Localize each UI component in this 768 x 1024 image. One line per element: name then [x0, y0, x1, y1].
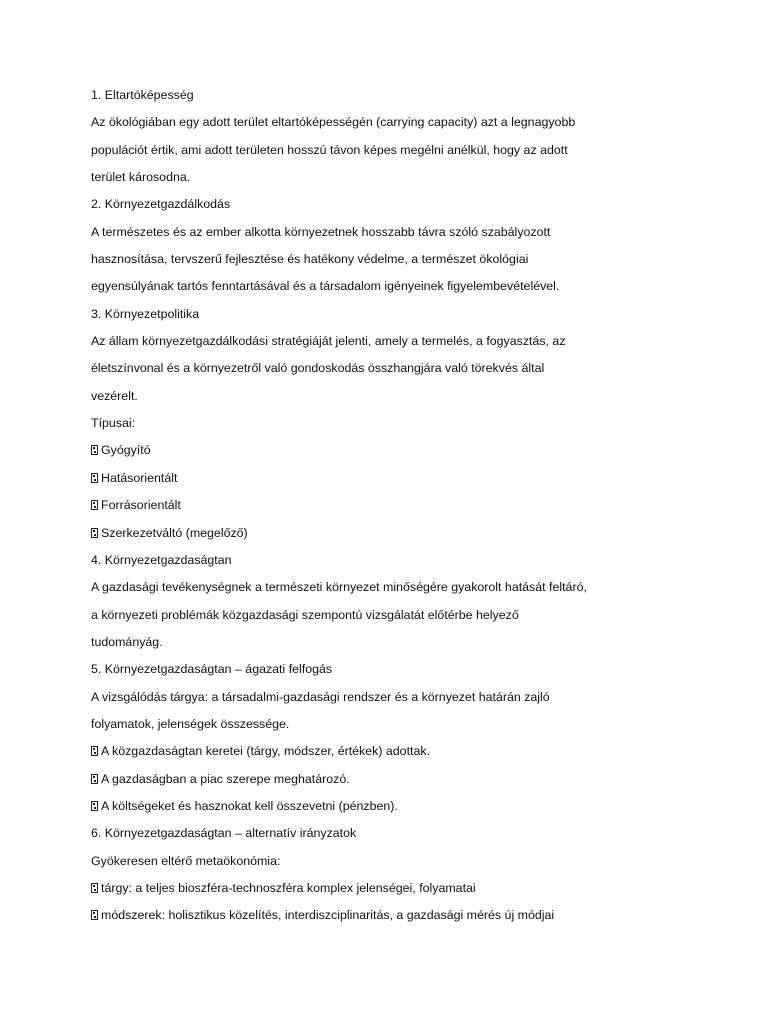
paragraph-text: A gazdasági tevékenységnek a természeti környezet minőségére gyakorolt hatását feltáró,: [91, 580, 587, 595]
heading-text: 5. Környezetgazdaságtan – ágazati felfogás: [91, 662, 333, 677]
heading-2: [91, 191, 691, 218]
list-item: [91, 902, 691, 929]
paragraph-line: [91, 246, 691, 273]
list-item-text: A költségeket és hasznokat kell összevetni (pénzben).: [101, 798, 398, 813]
heading-6: [91, 820, 691, 847]
paragraph-line: [91, 383, 691, 410]
heading-text: 1. Eltartóképesség: [91, 88, 194, 102]
missing-glyph-bullet-icon: [91, 528, 98, 538]
paragraph-text: A természetes és az ember alkotta környezetnek hosszabb távra szóló szabályozott: [91, 224, 551, 239]
missing-glyph-bullet-icon: [91, 473, 98, 483]
paragraph-text: a környezeti problémák közgazdasági szempontú vizsgálatát előtérbe helyező: [91, 607, 519, 622]
paragraph-text: vezérelt.: [91, 388, 138, 403]
paragraph-line: [91, 684, 691, 711]
missing-glyph-bullet-icon: [91, 883, 98, 893]
list-item-text: tárgy: a teljes bioszféra-technoszféra komplex jelenségei, folyamatai: [101, 880, 476, 895]
list-item: [91, 875, 691, 902]
heading-4: [91, 547, 691, 574]
missing-glyph-bullet-icon: [91, 801, 98, 811]
paragraph-line: [91, 711, 691, 738]
paragraph-text: folyamatok, jelenségek összessége.: [91, 716, 290, 731]
paragraph-text: Az ökológiában egy adott terület eltartóképességén (carrying capacity) azt a legnagyobb: [91, 115, 576, 130]
paragraph-line: [91, 574, 691, 601]
missing-glyph-bullet-icon: [91, 500, 98, 510]
list-item: [91, 738, 691, 765]
paragraph-text: Gyökeresen eltérő metaökonómia:: [91, 853, 281, 868]
list-item: [91, 766, 691, 793]
list-item-text: A közgazdaságtan keretei (tárgy, módszer, értékek) adottak.: [101, 744, 430, 759]
paragraph-line: [91, 328, 691, 355]
list-item: [91, 465, 691, 492]
paragraph-text: Az állam környezetgazdálkodási stratégiáját jelenti, amely a termelés, a fogyasztás, az: [91, 334, 566, 349]
paragraph-line: [91, 273, 691, 300]
heading-1: [91, 82, 691, 109]
heading-text: 2. Környezetgazdálkodás: [91, 197, 231, 212]
missing-glyph-bullet-icon: [91, 910, 98, 920]
heading-text: 6. Környezetgazdaságtan – alternatív irányzatok: [91, 826, 357, 841]
paragraph-text: hasznosítása, tervszerű fejlesztése és hatékony védelme, a természet ökológiai: [91, 252, 529, 267]
missing-glyph-bullet-icon: [91, 746, 98, 756]
paragraph-text: életszínvonal és a környezetről való gondoskodás összhangjára való törekvés által: [91, 361, 545, 376]
paragraph-line: [91, 137, 691, 164]
paragraph-text: populációt értik, ami adott területen hosszú távon képes megélni anélkül, hogy az adott: [91, 142, 568, 157]
list-item: [91, 437, 691, 464]
paragraph-line: [91, 219, 691, 246]
list-item: [91, 793, 691, 820]
paragraph-text: tudományág.: [91, 634, 163, 649]
list-item: [91, 492, 691, 519]
heading-3: [91, 301, 691, 328]
heading-5: [91, 656, 691, 683]
missing-glyph-bullet-icon: [91, 774, 98, 784]
paragraph-text: Típusai:: [91, 416, 136, 431]
list-item-text: Forrásorientált: [101, 498, 181, 513]
paragraph-line: [91, 109, 691, 136]
list-item-text: Gyógyító: [101, 443, 151, 458]
paragraph-line: [91, 410, 691, 437]
paragraph-line: [91, 848, 691, 875]
paragraph-line: [91, 629, 691, 656]
list-item-text: módszerek: holisztikus közelítés, interdiszciplinaritás, a gazdasági mérés új módjai: [101, 908, 555, 923]
paragraph-line: [91, 164, 691, 191]
heading-text: 4. Környezetgazdaságtan: [91, 552, 232, 567]
paragraph-text: terület károsodna.: [91, 170, 191, 185]
paragraph-text: egyensúlyának tartós fenntartásával és a társadalom igényeinek figyelembevételével.: [91, 279, 560, 294]
paragraph-text: A vizsgálódás tárgya: a társadalmi-gazdasági rendszer és a környezet határán zajló: [91, 689, 550, 704]
paragraph-line: [91, 355, 691, 382]
list-item-text: Szerkezetváltó (megelőző): [101, 525, 248, 540]
paragraph-line: [91, 602, 691, 629]
list-item: [91, 520, 691, 547]
list-item-text: A gazdaságban a piac szerepe meghatározó.: [101, 771, 350, 786]
document-body: [91, 82, 691, 930]
heading-text: 3. Környezetpolitika: [91, 306, 200, 321]
missing-glyph-bullet-icon: [91, 445, 98, 455]
list-item-text: Hatásorientált: [101, 470, 178, 485]
